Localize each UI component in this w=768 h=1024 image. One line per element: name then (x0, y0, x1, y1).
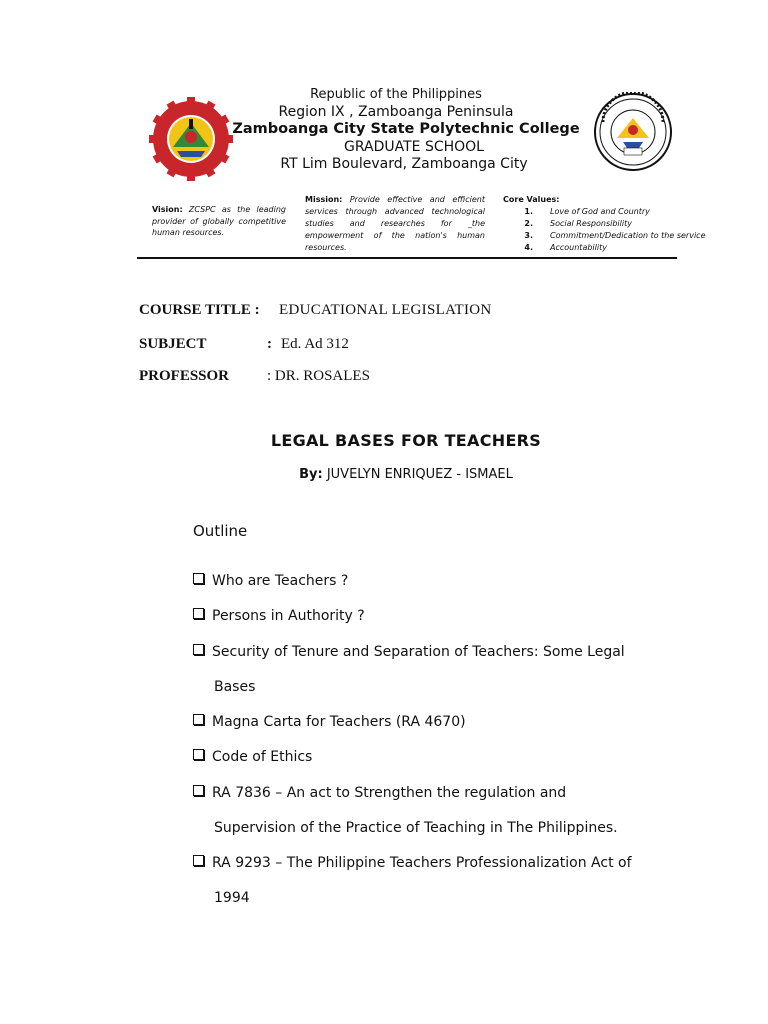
mission-block (305, 194, 485, 254)
checkbox-icon (193, 855, 204, 866)
by-label: By: (299, 467, 323, 482)
outline-item: RA 9293 – The Philippine Teachers Professionalization Act of (193, 855, 632, 871)
outline-heading: Outline (193, 522, 248, 540)
checkbox-icon (193, 785, 204, 796)
checkbox-icon (193, 714, 204, 725)
checkbox-icon (193, 608, 204, 619)
region-line: Region IX , Zamboanga Peninsula (278, 104, 514, 120)
college-name: Zamboanga City State Polytechnic College (232, 121, 580, 137)
mission-label: Mission: (305, 195, 343, 204)
subject-colon: : (267, 336, 272, 352)
outline-item-continuation: Bases (214, 679, 256, 695)
core-value-item: 3. Commitment/Dedication to the service (524, 231, 706, 240)
outline-item-continuation: 1994 (214, 890, 250, 906)
professor-value: : DR. ROSALES (267, 368, 370, 384)
vision-text: ZCSPC as the leading provider of globally competitive human resources. (152, 205, 286, 237)
vision-label: Vision: (152, 205, 183, 214)
republic-line: Republic of the Philippines (310, 87, 482, 102)
outline-item-continuation: Supervision of the Practice of Teaching in The Philippines. (214, 820, 618, 836)
outline-item: Code of Ethics (193, 749, 312, 765)
outline-item: Persons in Authority ? (193, 608, 365, 624)
checkbox-icon (193, 573, 204, 584)
document-title: LEGAL BASES FOR TEACHERS (270, 431, 542, 450)
core-value-item: 1. Love of God and Country (524, 207, 650, 216)
professor-label: PROFESSOR (139, 368, 230, 384)
author-name: JUVELYN ENRIQUEZ - ISMAEL (326, 467, 513, 482)
header-divider (137, 257, 677, 259)
mission-text: Provide effective and efficient services through advanced technological studies and researches for _the empowerment of the nation's human resources. (305, 195, 485, 252)
checkbox-icon (193, 644, 204, 655)
address-line: RT Lim Boulevard, Zamboanga City (280, 156, 528, 172)
core-values-label: Core Values: (503, 195, 560, 204)
core-value-item: 2. Social Responsibility (524, 219, 632, 228)
outline-item: Who are Teachers ? (193, 573, 348, 589)
byline (0, 467, 768, 482)
course-title-value: EDUCATIONAL LEGISLATION (279, 302, 492, 318)
outline-item: Magna Carta for Teachers (RA 4670) (193, 714, 466, 730)
subject-label: SUBJECT (139, 336, 207, 352)
outline-item: RA 7836 – An act to Strengthen the regulation and (193, 785, 566, 801)
course-title-label: COURSE TITLE : (139, 302, 260, 318)
checkbox-icon (193, 749, 204, 760)
school-name: GRADUATE SCHOOL (344, 139, 484, 155)
outline-item: Security of Tenure and Separation of Teachers: Some Legal (193, 644, 625, 660)
subject-value: Ed. Ad 312 (281, 336, 349, 352)
vision-block (152, 204, 286, 239)
core-values-block (503, 194, 723, 254)
core-value-item: 4. Accountability (524, 243, 607, 252)
